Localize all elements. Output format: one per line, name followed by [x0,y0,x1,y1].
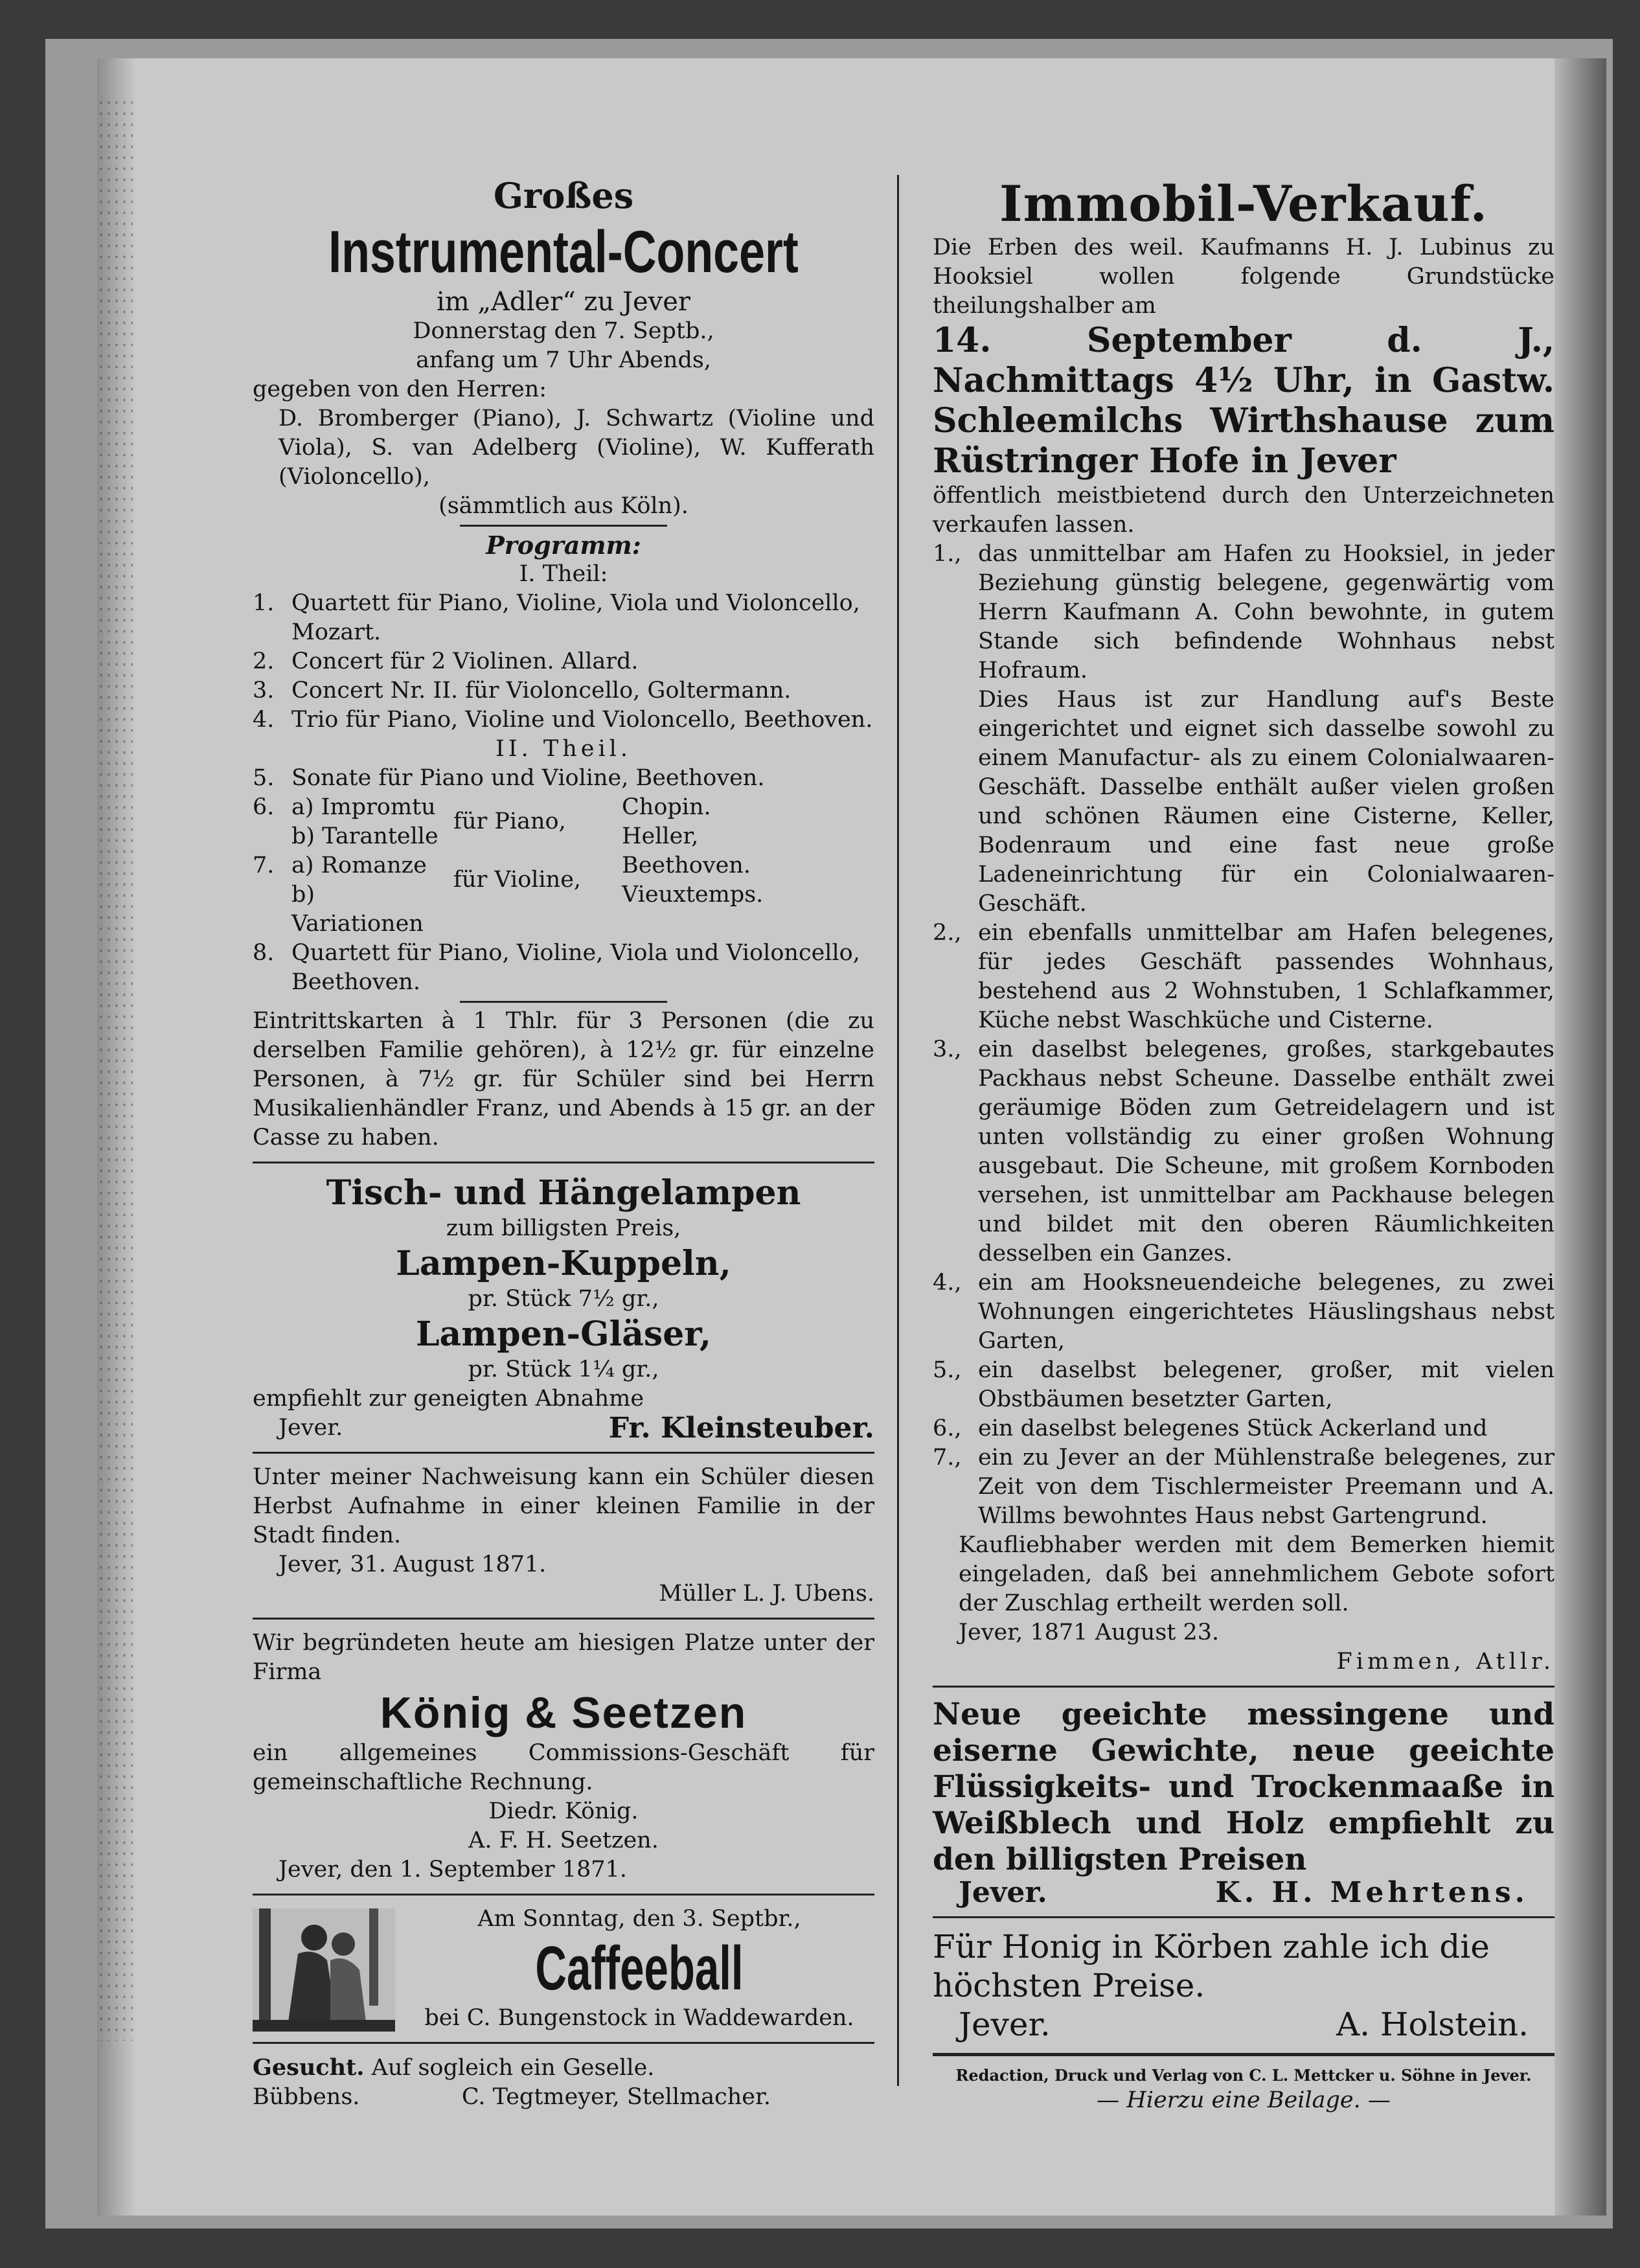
concert-date: Donnerstag den 7. Septb., [413,318,714,344]
program-composer-a: Chopin. [622,794,711,820]
concert-venue: im „Adler“ zu Jever [436,287,691,317]
lamps-recommendation: empfiehlt zur geneigten Abnahme [253,1386,644,1412]
program-composer-b: Heller, [622,823,699,849]
program-item-6 [253,793,874,851]
pupil-signature: Müller L. J. Ubens. [659,1581,874,1607]
wanted-signature: C. Tegtmeyer, Stellmacher. [461,2084,771,2110]
pupil-text: Unter meiner Nachweisung kann ein Schüler diesen Herbst Aufnahme in einer kleinen Familie in der Stadt finden. [253,1464,874,1548]
divider [460,1001,667,1003]
firm-name: König & Seetzen [380,1688,747,1737]
section-rule [253,1162,874,1163]
program-item-number: 5. [253,765,275,791]
lamp-glasses-heading: Lampen-Gläser, [415,1314,712,1354]
section-rule [253,1618,874,1620]
sale-item-text: das unmittelbar am Hafen zu Hooksiel, in jeder Beziehung günstig belegene, gegenwärtig vom Herrn Kaufmann A. Cohn bewohnte, in gutem Stande sich befindende Wohnhaus nebst Hofraum. [978,541,1555,683]
sale-item-text: ein daselbst belegenes, großes, starkgebautes Packhaus nebst Scheune. Dasselbe enthält zwei geräumige Böden zum Getreidelagern und ist unten vollständig zu einer großen Wohnung ausgebaut. Die Scheune, mit großem Kornboden versehen, ist unmittelbar am Packhause belegen und bildet mit den oberen Räumlichkeiten desselben ein Ganzes. [978,1037,1555,1266]
sale-item [933,1443,1555,1531]
program-composer-b: Vieuxtemps. [622,882,764,908]
lamps-seller: Fr. Kleinsteuber. [608,1412,874,1445]
concert-origin: (sämmtlich aus Köln). [438,493,689,519]
program-piece-b: b) Tarantelle [291,823,438,849]
concert-pre-title: Großes [493,175,634,216]
sale-item-number: 3., [933,1037,962,1062]
column-divider [897,175,899,2086]
program-item-number: 2. [253,648,275,674]
sale-item [933,540,1555,685]
section-rule [933,2053,1555,2056]
weights-text: Neue geeichte messingene und eiserne Gewichte, neue geeichte Flüssigkeits- und Trockenmaaße in Weißblech und Holz empfiehlt zu den billigsten Preisen [933,1697,1555,1877]
program-item [253,589,874,647]
ticket-info: Eintrittskarten à 1 Thlr. für 3 Personen (die zu derselben Familie gehören), à 12½ gr. für einzelne Personen, à 7½ gr. für Schüler sind bei Herrn Musikalienhändler Franz, und Abends à 15 gr. an der Casse zu haben. [253,1008,874,1151]
program-piece-a: a) Romanze [291,853,427,878]
program-instrument: für Piano, [453,808,566,834]
sale-item-number: 2., [933,920,962,946]
program-item-text: Quartett für Piano, Violine, Viola und Violoncello, Beethoven. [291,940,860,995]
divider [460,525,667,527]
program-item-text: Trio für Piano, Violine und Violoncello, Beethoven. [291,707,873,733]
wanted-place: Bübbens. [253,2084,360,2110]
lamp-domes-heading: Lampen-Kuppeln, [396,1244,731,1283]
concert-given-by: gegeben von den Herren: [253,376,547,402]
sale-item-text: ein zu Jever an der Mühlenstraße belegenes, zur Zeit von dem Tischlermeister Preemann und A. Willms bewohntes Haus nebst Gartengrund. [978,1445,1555,1529]
pupil-date: Jever, 31. August 1871. [279,1552,547,1577]
program-composer-a: Beethoven. [622,853,751,878]
sale-item [933,919,1555,1035]
sale-item-number: 6., [933,1415,962,1441]
program-item-7 [253,851,874,939]
firm-ad [253,1629,874,1884]
program-item-text: Quartett für Piano, Violine, Viola und Violoncello, Mozart. [291,590,860,645]
program-item-text: Concert Nr. II. für Violoncello, Goltermann. [291,678,792,704]
coffee-ball-ad [253,1905,874,2033]
sale-item-text: ein daselbst belegener, großer, mit vielen Obstbäumen besetzter Garten, [978,1357,1555,1412]
sale-headline: 14. September d. J., Nachmittags 4½ Uhr, in Gastw. Schleemilchs Wirthshause zum Rüstringer Hofe in Jever [933,321,1555,481]
firm-description: ein allgemeines Commissions-Geschäft für gemeinschaftliche Rechnung. [253,1740,874,1795]
program-part-1: I. Theil: [519,561,608,587]
program-item [253,676,874,705]
concert-time: anfang um 7 Uhr Abends, [416,347,711,373]
concert-ad [253,175,874,1152]
sale-item [933,1268,1555,1356]
ball-date: Am Sonntag, den 3. Septbr., [477,1906,801,1932]
sale-title: Immobil-Verkauf. [999,175,1488,233]
sale-item [933,1035,1555,1268]
program-item-number: 1. [253,590,275,616]
program-item [253,647,874,676]
program-item-number: 4. [253,707,275,733]
wanted-heading: Gesucht. [253,2054,365,2081]
program-item-number: 3. [253,678,275,704]
weights-seller: K. H. Mehrtens. [1215,1876,1529,1909]
concert-performers: D. Bromberger (Piano), J. Schwartz (Violine und Viola), S. van Adelberg (Violine), W. Kufferath (Violoncello), [279,406,874,490]
program-piece-a: a) Impromtu [291,794,436,820]
concert-title: Instrumental-Concert [328,219,799,285]
sale-item-text: ein daselbst belegenes Stück Ackerland und [978,1415,1488,1441]
sale-item [933,1356,1555,1414]
section-rule [933,1916,1555,1918]
section-rule [933,1686,1555,1688]
program-item-number: 6. [253,794,275,820]
program-item [253,939,874,997]
honey-ad [933,1927,1555,2044]
paper-speckle [97,97,133,2041]
sale-after: öffentlich meistbietend durch den Unterzeichneten verkaufen lassen. [933,483,1555,538]
sale-item [933,685,1555,919]
lamp-domes-price: pr. Stück 7½ gr., [468,1286,659,1312]
ball-host: bei C. Bungenstock in Waddewarden. [424,2005,854,2031]
honey-place: Jever. [959,2006,1051,2043]
sale-item-number: 1., [933,541,962,567]
weights-ad [933,1697,1555,1907]
section-rule [253,1452,874,1454]
wanted-ad [253,2053,874,2112]
honey-text: Für Honig in Körben zahle ich die höchsten Preise. [933,1928,1490,2004]
wanted-text: Auf sogleich ein Geselle. [371,2055,655,2081]
section-rule [253,1894,874,1896]
left-column [253,175,874,2112]
pupil-ad [253,1463,874,1609]
program-item-text: Concert für 2 Violinen. Allard. [291,648,639,674]
sale-item-text: Dies Haus ist zur Handlung auf's Beste eingerichtet und eignet sich dasselbe sowohl zu einem Manufactur- als zu einem Colonialwaaren-Geschäft. Dasselbe enthält außer vielen großen und schönen Räumen eine Cisterne, Keller, Bodenraum und eine fast neue große Ladeneinrichtung für ein Colonialwaaren-Geschäft. [978,687,1555,917]
lamps-price-line: zum billigsten Preis, [446,1215,681,1241]
supplement-note: — Hierzu eine Beilage. — [1097,2087,1391,2113]
lamps-ad [253,1173,874,1443]
program-instrument: für Violine, [453,867,582,893]
sale-item-text: ein am Hooksneuendeiche belegenes, zu zwei Wohnungen eingerichtetes Häuslingshaus nebst Garten, [978,1270,1555,1354]
program-heading: Programm: [486,531,641,560]
sale-item-number [933,685,978,919]
firm-signature-2: A. F. H. Seetzen. [468,1827,659,1853]
dancing-couple-woodcut [253,1908,395,2032]
firm-date: Jever, den 1. September 1871. [279,1857,627,1883]
lamp-glasses-price: pr. Stück 1¼ gr., [468,1357,659,1382]
program-part-2: II. Theil. [495,736,632,762]
honey-buyer: A. Holstein. [1336,2006,1529,2043]
right-edge-shadow [1555,58,1606,2216]
section-rule [253,2042,874,2044]
program-item [253,705,874,735]
firm-intro: Wir begründeten heute am hiesigen Platze unter der Firma [253,1630,874,1685]
program-piece-b: b) Variationen [291,882,424,937]
program-item [253,764,874,793]
property-sale-ad [933,175,1555,1677]
right-column [933,175,1555,2115]
sale-item [933,1414,1555,1443]
sale-signature: Fimmen, Atllr. [1336,1649,1555,1675]
sale-item-number: 4., [933,1270,962,1296]
sale-item-text: ein ebenfalls unmittelbar am Hafen belegenes, für jedes Geschäft passendes Wohnhaus, bestehend aus 2 Wohnstuben, 1 Schlafkammer, Küche nebst Waschküche und Cisterne. [978,920,1555,1033]
sale-closing: Kaufliebhaber werden mit dem Bemerken hiemit eingeladen, daß bei annehmlichem Gebote sofort der Zuschlag ertheilt werden soll. [959,1532,1555,1616]
lamps-heading: Tisch- und Hängelampen [326,1173,801,1213]
program-item-number: 7. [253,853,275,878]
weights-place: Jever. [959,1876,1047,1909]
sale-item-number: 7., [933,1445,962,1471]
sale-item-number: 5., [933,1357,962,1383]
program-item-number: 8. [253,940,275,966]
sale-intro: Die Erben des weil. Kaufmanns H. J. Lubinus zu Hooksiel wollen folgende Grundstücke theilungshalber am [933,235,1555,319]
ball-title: Caffeeball [535,1934,744,2003]
program-item-text: Sonate für Piano und Violine, Beethoven. [291,765,765,791]
firm-signature-1: Diedr. König. [488,1798,639,1824]
imprint: Redaction, Druck und Verlag von C. L. Mettcker u. Söhne in Jever. [955,2066,1532,2085]
sale-date: Jever, 1871 August 23. [959,1620,1220,1645]
lamps-place: Jever. [279,1415,343,1441]
